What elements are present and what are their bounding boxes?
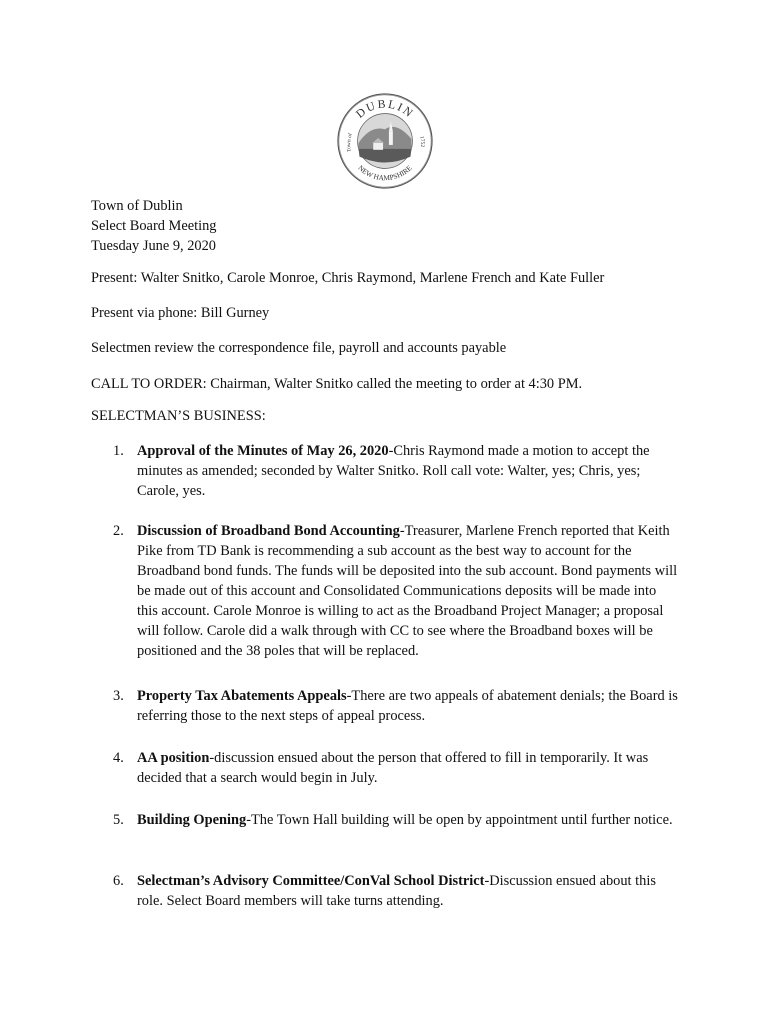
item-text: -Discussion ensued about this role. Select Board members will take turns attending. bbox=[137, 873, 656, 909]
item-title: Property Tax Abatements Appeals bbox=[137, 688, 347, 704]
item-text: -Chris Raymond made a motion to accept the minutes as amended; seconded by Walter Snitko. Roll call vote: Walter, yes; Chris, yes; Carole, yes. bbox=[137, 443, 650, 499]
agenda-item-3 bbox=[113, 686, 678, 726]
seal-left-text: Town of bbox=[346, 132, 354, 153]
item-text: -Treasurer, Marlene French reported that Keith Pike from TD Bank is recommending a sub account as the best way to account for the Broadband bond funds. The funds will be deposited into the sub account. Bond payments will be made out of this account and Consolidated Communications deposits will be made into this account. Carole Monroe is willing to act as the Broadband Project Manager; a proposal will follow. Carole did a walk through with CC to see where the Broadband boxes will be positioned and the 38 poles that will be replaced. bbox=[137, 523, 678, 659]
meeting-title: Select Board Meeting bbox=[91, 218, 217, 234]
item-number: 5. bbox=[113, 812, 124, 828]
item-title: AA position bbox=[137, 750, 210, 766]
agenda-item-6 bbox=[113, 871, 678, 911]
call-to-order-line: CALL TO ORDER: Chairman, Walter Snitko called the meeting to order at 4:30 PM. bbox=[91, 376, 583, 392]
item-number: 6. bbox=[113, 873, 124, 889]
seal-name-top: DUBLIN bbox=[353, 97, 417, 121]
item-number: 3. bbox=[113, 688, 124, 704]
item-title: Selectman’s Advisory Committee/ConVal School District bbox=[137, 873, 485, 889]
present-phone-line: Present via phone: Bill Gurney bbox=[91, 305, 270, 321]
item-text: -discussion ensued about the person that offered to fill in temporarily. It was decided that a search would begin in July. bbox=[137, 750, 649, 786]
review-line: Selectmen review the correspondence file, payroll and accounts payable bbox=[91, 340, 507, 356]
seal-right-text: 1752 bbox=[418, 135, 426, 148]
agenda-item-1 bbox=[113, 441, 678, 501]
item-title: Building Opening bbox=[137, 812, 247, 828]
item-number: 1. bbox=[113, 443, 124, 459]
seal-name-bottom: NEW HAMPSHIRE bbox=[356, 163, 414, 183]
item-title: Discussion of Broadband Bond Accounting bbox=[137, 523, 400, 539]
town-seal-logo bbox=[336, 92, 434, 190]
item-text: -The Town Hall building will be open by appointment until further notice. bbox=[246, 812, 673, 828]
meeting-date: Tuesday June 9, 2020 bbox=[91, 238, 216, 254]
item-number: 4. bbox=[113, 750, 124, 766]
item-title: Approval of the Minutes of May 26, 2020 bbox=[137, 443, 389, 459]
meeting-header bbox=[91, 196, 691, 256]
section-heading: SELECTMAN’S BUSINESS: bbox=[91, 408, 266, 424]
agenda-item-2 bbox=[113, 521, 678, 661]
agenda-item-4 bbox=[113, 748, 678, 788]
agenda-item-5 bbox=[113, 810, 678, 830]
item-number: 2. bbox=[113, 523, 124, 539]
item-text: -There are two appeals of abatement denials; the Board is referring those to the next steps of appeal process. bbox=[137, 688, 678, 724]
present-line: Present: Walter Snitko, Carole Monroe, Chris Raymond, Marlene French and Kate Fuller bbox=[91, 270, 605, 286]
town-name: Town of Dublin bbox=[91, 198, 183, 214]
